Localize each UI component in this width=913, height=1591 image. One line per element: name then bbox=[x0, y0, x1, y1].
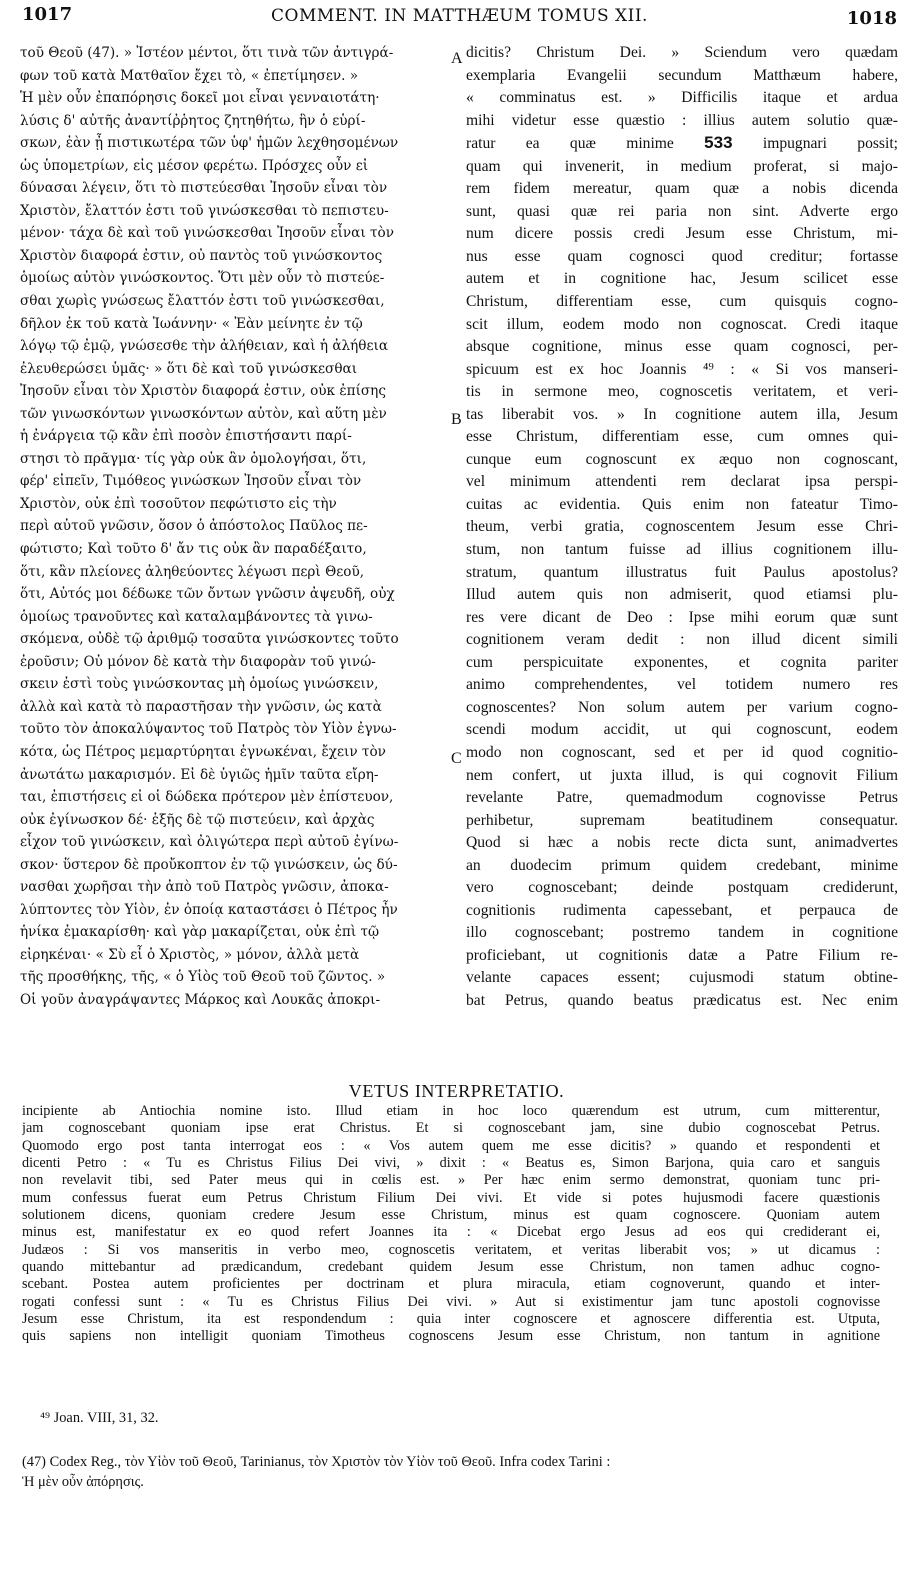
latin-line: nem confert, ut juxta illud, is qui cognovit Filium bbox=[466, 766, 898, 784]
latin-line: cuitas ac evidentia. Quis enim non fateatur Timo- bbox=[466, 495, 898, 513]
greek-line: εἰρηκέναι· « Σὺ εἶ ὁ Χριστὸς, » μόνον, ἀλλὰ μετὰ bbox=[20, 946, 360, 963]
greek-line: δῆλον ἐκ τοῦ κατὰ Ἰωάννην· « Ἐὰν μείνητε ἐν τῷ bbox=[20, 315, 363, 332]
latin-line: revelante Patre, quemadmodum cognovisse Petrus bbox=[466, 789, 898, 807]
greek-line: ὁμοίως αὐτὸν γινώσκοντος. Ὅτι μὲν οὖν τὸ πιστεύε- bbox=[20, 270, 385, 287]
greek-line: ὡς ὑπομετρίων, εἰς μέσον φερέτω. Πρόσχες οὖν εἰ bbox=[20, 157, 369, 174]
vetus-line: jam cognoscebant quoniam ipse erat Christus. Et si cognoscebant jam, sine dubio cognoscebat Petrus. bbox=[22, 1120, 880, 1137]
greek-line: νασθαι χωρῆσαι τὴν ἀπὸ τοῦ Πατρὸς γνῶσιν, ἀποκα- bbox=[20, 879, 389, 896]
greek-line: Ἡ μὲν οὖν ἐπαπόρησις δοκεῖ μοι εἶναι γενναιοτάτη· bbox=[20, 90, 380, 107]
vetus-line: dicenti Petro : « Tu es Christus Filius Dei vivi, » dixit : « Beatus es, Simon Barjona, quia caro et sanguis bbox=[22, 1155, 880, 1172]
latin-line: animo comprehendentes, vel totidem numero res bbox=[466, 676, 898, 694]
greek-text-column bbox=[20, 42, 448, 1012]
greek-line: σκων, ἐὰν ᾖ πιστικωτέρα τῶν ὑφ' ἡμῶν λεχθησομένων bbox=[20, 135, 399, 152]
latin-line: exemplaria Evangelii secundum Matthæum habere, bbox=[466, 66, 898, 84]
greek-line: λύσις δ' αὐτῆς ἀναντίῤῥητος ζητηθήτω, ἣν ὁ εὑρί- bbox=[20, 112, 366, 129]
latin-line: nus esse quam cognosci quod creditur; fortasse bbox=[466, 247, 898, 265]
latin-line: cognitionis rudimenta capessebant, et perpauca de bbox=[466, 901, 898, 919]
latin-line: tis in sermone meo, cognoscetis veritatem, et veri- bbox=[466, 383, 898, 401]
vetus-line: quis sapiens non intelligit quoniam Timotheus cognoscens Jesum esse Christum, non tantum in agnitione bbox=[22, 1328, 880, 1345]
latin-line: stratum, quantum illustratus fuit Paulus apostolus? bbox=[466, 563, 898, 581]
greek-line: ἀλλὰ καὶ κατὰ τὸ παραστῆσαν τὴν γνῶσιν, ὡς κατὰ bbox=[20, 698, 382, 715]
latin-line: vero cognoscebant; deinde postquam crediderunt, bbox=[466, 879, 898, 897]
greek-line: ται, ἐπιστήσεις εἰ οἱ δώδεκα πρότερον μὲν ἐπίστευον, bbox=[20, 789, 394, 806]
latin-line: scendi modum accidit, ut qui cognoscunt, eodem bbox=[466, 721, 898, 739]
greek-line: ἐροῦσιν; Οὐ μόνον δὲ κατὰ τὴν διαφορὰν τοῦ γινώ- bbox=[20, 653, 376, 670]
greek-line: φώτιστο; Καὶ τοῦτο δ' ἄν τις οὐκ ἂν παραδέξαιτο, bbox=[20, 541, 367, 558]
latin-line: theum, verbi gratia, cognoscentem Jesum esse Chri- bbox=[466, 518, 898, 536]
footnote-line: Ἡ μὲν οὖν ἀπόρησις. bbox=[22, 1474, 144, 1490]
latin-line: autem et in cognitione hac, Jesum scilicet esse bbox=[466, 270, 898, 288]
left-page-number: 1017 bbox=[22, 4, 73, 25]
latin-line: num dicere possis credi Jesum esse Christum, mi- bbox=[466, 225, 898, 243]
vetus-line: Judæos : Si vos manseritis in verbo meo, cognoscetis veritatem, et veritas liberabit vos; » ut dicamus : bbox=[22, 1241, 880, 1258]
latin-line: rem fidem mereatur, quam quæ a nobis dicenda bbox=[466, 180, 898, 198]
greek-line: τῆς προσθήκης, τῆς, « ὁ Υἱὸς τοῦ Θεοῦ τοῦ ζῶντος. » bbox=[20, 969, 386, 986]
greek-line: μένον· τάχα δὲ καὶ τοῦ γινώσκεσθαι Ἰησοῦν εἶναι τὸν bbox=[20, 225, 394, 242]
greek-line: φων τοῦ κατὰ Ματθαῖον ἔχει τὸ, « ἐπετίμησεν. » bbox=[20, 67, 359, 84]
page-header bbox=[22, 4, 897, 32]
greek-line: κότα, ὡς Πέτρος μεμαρτύρηται ἐγνωκέναι, ἔχειν τὸν bbox=[20, 743, 386, 760]
latin-line: Christum, differentiam esse, cum quisquis cogno- bbox=[466, 293, 898, 311]
latin-text-column bbox=[466, 42, 898, 1013]
inline-page-number: 533 bbox=[704, 133, 733, 153]
greek-line: σκόμενα, οὐδὲ τῷ ἀριθμῷ τοσαῦτα γινώσκοντες τοῦτο bbox=[20, 631, 399, 648]
greek-line: ἀνωτάτω μακαρισμόν. Εἰ δὲ ὑγιῶς ἡμῖν ταῦτα εἴρη- bbox=[20, 766, 379, 783]
latin-line: quam qui invenerit, in medium proferat, si majo- bbox=[466, 157, 898, 175]
latin-line: esse Christum, differentiam esse, cum omnes qui- bbox=[466, 428, 898, 446]
greek-line: ἐλευθερώσει ὑμᾶς· » ὅτι δὲ καὶ τοῦ γινώσκεσθαι bbox=[20, 360, 358, 377]
vetus-interpretatio-title: VETUS INTERPRETATIO. bbox=[348, 1081, 565, 1101]
latin-line: Quod si hæc a nobis recte dicta sunt, animadvertes bbox=[466, 834, 898, 852]
vetus-line: incipiente ab Antiochia nomine isto. Illud etiam in hoc loco quærendum est utrum, cum mitterentur, bbox=[22, 1103, 880, 1119]
footnote-line: (47) Codex Reg., τὸν Υἱὸν τοῦ Θεοῦ, Tarinianus, τὸν Χριστὸν τὸν Υἱὸν τοῦ Θεοῦ. Infra codex Tarini : bbox=[22, 1454, 611, 1470]
latin-line: absque cognitione, minus esse quam cognosci, per- bbox=[466, 338, 898, 356]
latin-line: proficiebant, ut cognitionis datæ a Patre Filium re- bbox=[466, 946, 898, 964]
greek-line: Οἱ γοῦν ἀναγράψαντες Μάρκος καὶ Λουκᾶς ἀποκρι- bbox=[20, 991, 381, 1008]
greek-line: τῶν γινωσκόντων γινωσκόντων αὐτὸν, καὶ αὕτη μὲν bbox=[20, 405, 387, 422]
right-page-number: 1018 bbox=[846, 8, 897, 29]
greek-line: Χριστὸν, ἔλαττόν ἐστι τοῦ γινώσκεσθαι τὸ πεπιστευ- bbox=[20, 202, 389, 219]
greek-line: στησι τὸ πρᾶγμα· τίς γὰρ οὐκ ἂν ὁμολογήσαι, ὅτι, bbox=[20, 450, 367, 467]
latin-line: cum perspicuitate exponentes, et cognita pariter bbox=[466, 653, 898, 671]
latin-line: modo non cognoscant, sed et per id quod cognitio- bbox=[466, 743, 898, 761]
vetus-interpretatio-text bbox=[22, 1103, 880, 1346]
greek-line: λόγῳ τῷ ἐμῷ, γνώσεσθε τὴν ἀλήθειαν, καὶ ἡ ἀλήθεια bbox=[20, 338, 389, 355]
latin-line: sunt, quasi quæ rei paria non sint. Adverte ergo bbox=[466, 202, 898, 220]
latin-line: cunque eum cognoscunt ex æquo non cognoscant, bbox=[466, 450, 898, 468]
margin-marker-b: B bbox=[451, 411, 462, 428]
latin-line: velante capaces essent; cujusmodi statum obtine- bbox=[466, 969, 898, 987]
footnote-codex bbox=[22, 1452, 884, 1492]
latin-line: an duodecim primum quidem credebant, minime bbox=[466, 856, 898, 874]
greek-line: ἡνίκα ἐμακαρίσθη· καὶ γὰρ μακαρίζεται, οὐκ ἐπὶ τῷ bbox=[20, 924, 380, 941]
margin-marker-c: C bbox=[451, 750, 462, 767]
vetus-line: solutionem dicens, quoniam credere Jesum esse Christum, minus est quam cognoscere. Quoniam autem bbox=[22, 1207, 880, 1224]
vetus-line: quando mittebantur ad prædicandum, credebant quidem Jesum esse Christum, non tamen adhuc cogno- bbox=[22, 1259, 880, 1276]
vetus-line: minus est, manifestatur ex eo quod refert Joannes ita : « Dicebat ergo Jesus ad eos qui crediderant ei, bbox=[22, 1224, 880, 1241]
greek-line: τοῦ Θεοῦ (47). » Ἰστέον μέντοι, ὅτι τινὰ τῶν ἀντιγρά- bbox=[20, 45, 394, 61]
greek-line: σθαι χωρὶς γνώσεως ἔλαττόν ἐστι τοῦ γινώσκεσθαι, bbox=[20, 293, 385, 310]
latin-line: cognoscentes? Non solum autem per varium cogno- bbox=[466, 698, 898, 716]
latin-line: cognitionem veram dedit : non illud dicent simili bbox=[466, 631, 898, 649]
greek-line: οὐκ ἐγίνωσκον δέ· ἑξῆς δὲ τῷ πιστεύειν, καὶ ἀρχὰς bbox=[20, 811, 375, 828]
latin-line: Illud autem quis non admiserit, quod etiamsi plu- bbox=[466, 586, 898, 604]
greek-line: ἡ ἐνάργεια τῷ κἂν ἐπὶ ποσὸν ἐπιστήσαντι παρί- bbox=[20, 428, 352, 445]
greek-line: εἶχον τοῦ γινώσκειν, καὶ ὀλιγώτερα περὶ αὐτοῦ ἐγίνω- bbox=[20, 834, 399, 851]
latin-line: mihi videtur esse quæstio : illius autem solutio quæ- bbox=[466, 111, 898, 129]
vetus-line: Jesum esse Christum, ita est respondendum : quia inter cognoscere et agnoscere differentia est. Utputa, bbox=[22, 1311, 880, 1328]
vetus-line: rogati confessi sunt : « Tu es Christus Filius Dei vivi. » Aut si existimentur jam tunc apostoli cognovisse bbox=[22, 1293, 880, 1310]
greek-line: λύπτοντες τὸν Υἱὸν, ἐν ὁποίᾳ καταστάσει ὁ Πέτρος ἦν bbox=[20, 901, 398, 918]
latin-line: spicuum est ex hoc Joannis ⁴⁹ : « Si vos manseri- bbox=[466, 360, 898, 378]
greek-line: ὁμοίως τρανοῦντες καὶ καταλαμβάνοντες τὰ γινω- bbox=[20, 608, 373, 625]
vetus-line: Quomodo ergo post tanta interrogat eos : « Vos autem quem me esse dicitis? » quando et respondenti et bbox=[22, 1137, 880, 1154]
latin-line: tas liberabit vos. » In cognitione autem illa, Jesum bbox=[466, 405, 898, 423]
greek-line: φέρ' εἰπεῖν, Τιμόθεος γινώσκων Ἰησοῦν εἶναι τὸν bbox=[20, 473, 362, 490]
latin-line: bat Petrus, quando beatus prædicatus est. Nec enim bbox=[466, 991, 898, 1009]
greek-line: Ἰησοῦν εἶναι τὸν Χριστὸν διαφορά ἐστιν, οὐκ ἐπίσης bbox=[20, 383, 386, 400]
vetus-line: non revelavit tibi, sed Pater meus qui in cœlis est. » Per hæc enim sermo demonstrat, quoniam tunc pri- bbox=[22, 1172, 880, 1189]
greek-line: περὶ αὐτοῦ γνῶσιν, ὅσον ὁ ἀπόστολος Παῦλος πε- bbox=[20, 518, 368, 535]
latin-line: dicitis? Christum Dei. » Sciendum vero quædam bbox=[466, 44, 898, 61]
greek-line: ὅτι, Αὐτός μοι δέδωκε τῶν ὄντων γνῶσιν ἀψευδῆ, οὐχ bbox=[20, 586, 395, 603]
latin-line: « comminatus est. » Difficilis itaque et ardua bbox=[466, 89, 898, 107]
greek-line: ὅτι, κἂν πλείονες ἀληθεύοντες λέγωσι περὶ Θεοῦ, bbox=[20, 563, 365, 580]
latin-line: perhibetur, supremam beatitudinem consequatur. bbox=[466, 811, 898, 829]
margin-marker-a: A bbox=[451, 50, 463, 67]
latin-line: scit illum, eodem modo non cognoscat. Credi itaque bbox=[466, 315, 898, 333]
running-title: COMMENT. IN MATTHÆUM TOMUS XII. bbox=[271, 6, 648, 26]
latin-line: vel minimum attendenti rem declarat ipsa perspi- bbox=[466, 473, 898, 491]
greek-line: Χριστὸν, οὐκ ἐπὶ τοσοῦτον πεφώτιστο εἰς τὴν bbox=[20, 495, 337, 512]
greek-line: σκειν ἐστὶ τοὺς γινώσκοντας μὴ ὁμοίως γινώσκειν, bbox=[20, 676, 379, 693]
latin-line: res vere dicant de Deo : Ipse mihi eorum quæ sunt bbox=[466, 608, 898, 626]
greek-line: δύνασαι λέγειν, ὅτι τὸ πιστεύεσθαι Ἰησοῦν εἶναι τὸν bbox=[20, 180, 388, 197]
latin-line: ratur ea quæ minime 533 impugnari possit; bbox=[466, 133, 898, 153]
vetus-line: mum confessus fuerat eum Petrus Christum Filium Dei vivi. Et vide si potes hujusmodi facere quæstionis bbox=[22, 1189, 880, 1206]
greek-line: τοῦτο τὸν ἀποκαλύψαντος τοῦ Πατρὸς τὸν Υἱὸν ἐγνω- bbox=[20, 721, 397, 738]
greek-line: Χριστὸν διαφορά ἐστιν, οὐ παντὸς τοῦ γινώσκοντος bbox=[20, 247, 383, 264]
greek-line: σκον· ὕστερον δὲ προὔκοπτον ἐν τῷ γινώσκειν, ὡς δύ- bbox=[20, 856, 398, 873]
vetus-line: scebant. Postea autem proficientes per doctrinam et plura miracula, etiam cognoverunt, quando et inter- bbox=[22, 1276, 880, 1293]
latin-line: stum, non tantum fuisse ad illius cognitionem illu- bbox=[466, 541, 898, 559]
footnote-reference: ⁴⁹ Joan. VIII, 31, 32. bbox=[40, 1410, 159, 1426]
latin-line: illo cognoscebant; postremo tandem in cognitione bbox=[466, 924, 898, 942]
